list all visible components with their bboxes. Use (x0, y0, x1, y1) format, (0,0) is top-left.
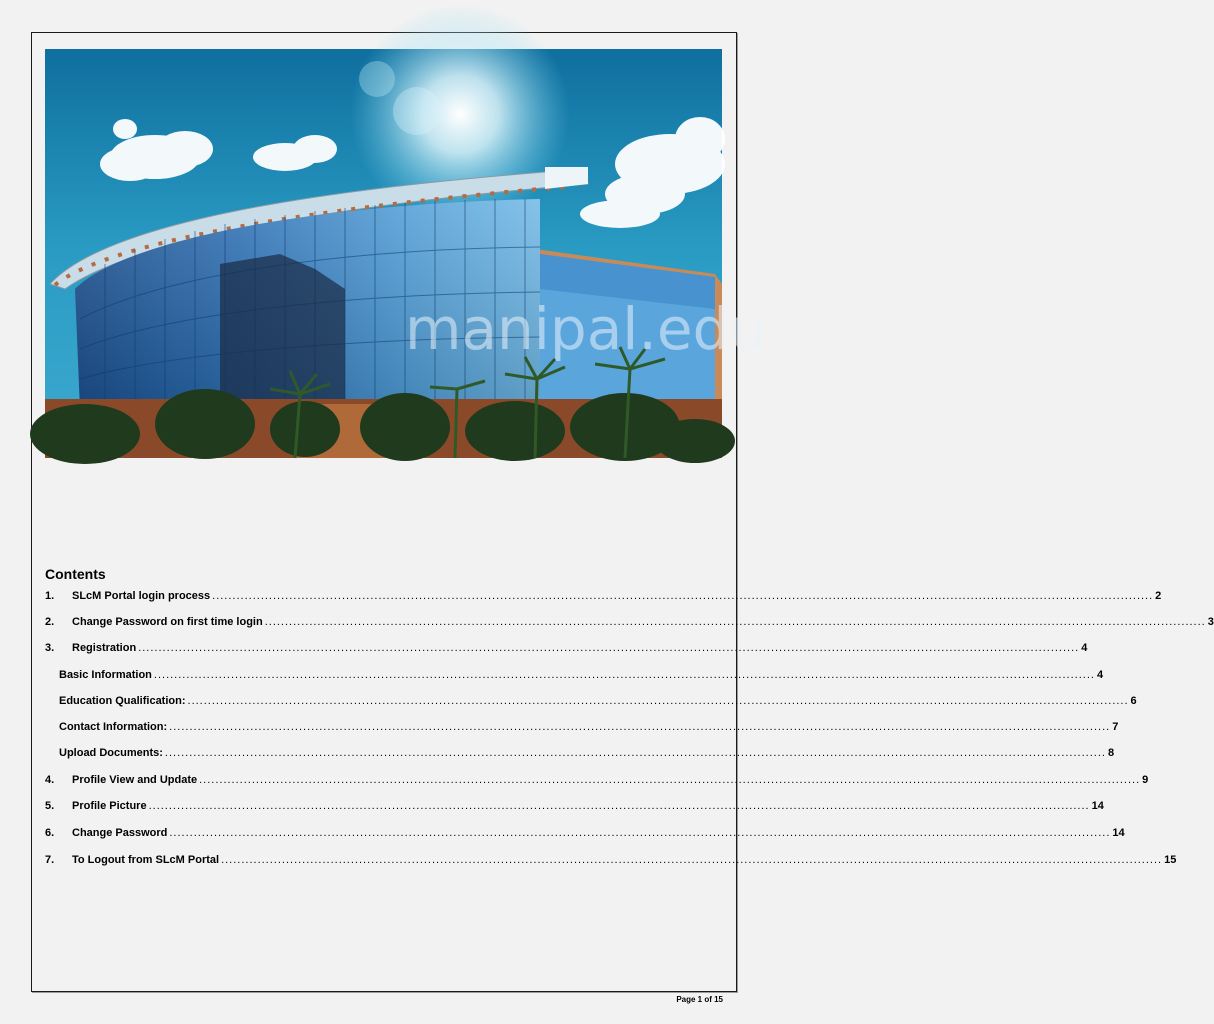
toc-dot-leader (169, 827, 1110, 839)
toc-entry-page: 15 (1164, 854, 1177, 866)
toc-subentry[interactable] (45, 721, 1119, 741)
toc-entry-page: 4 (1096, 669, 1104, 681)
toc-entry-page: 3 (1207, 616, 1214, 628)
toc-dot-leader (188, 695, 1129, 707)
toc-entry-page: 14 (1112, 827, 1125, 839)
toc-subentry[interactable] (45, 695, 1137, 715)
toc-dot-leader (138, 642, 1079, 654)
toc-entry-page: 4 (1081, 642, 1088, 654)
toc-entry-page: 9 (1142, 774, 1149, 786)
toc-dot-leader (154, 669, 1095, 681)
toc-entry-number: 5. (45, 800, 55, 812)
cover-photo (45, 49, 767, 458)
toc-entry-title: Contact Information: (59, 721, 168, 733)
toc-entry-title: SLcM Portal login process (72, 590, 211, 602)
toc-dot-leader (199, 774, 1140, 786)
toc-entry-title: Change Password (72, 827, 168, 839)
toc-entry-title: Change Password on first time login (72, 616, 263, 628)
toc-entry-page: 7 (1112, 721, 1119, 733)
toc-subentry[interactable] (45, 669, 1104, 689)
toc-entry-title: Profile Picture (72, 800, 147, 812)
toc-entry-number: 1. (45, 590, 55, 602)
toc-dot-leader (169, 721, 1110, 733)
toc-entry[interactable] (45, 800, 1104, 820)
toc-entry-number: 4. (45, 774, 55, 786)
toc-dot-leader (165, 747, 1106, 759)
toc-entry-number: 2. (45, 616, 55, 628)
toc-entry-title: Profile View and Update (72, 774, 198, 786)
toc-entry[interactable] (45, 642, 1088, 662)
toc-entry[interactable] (45, 590, 1162, 610)
toc-entry-number: 3. (45, 642, 55, 654)
building-sign: manipal.edu (405, 295, 767, 363)
toc-entry-title: Basic Information (59, 669, 152, 681)
toc-entry-number: 6. (45, 827, 55, 839)
toc-entry[interactable] (45, 774, 1149, 794)
toc-dot-leader (212, 590, 1153, 602)
toc-entry-title: Education Qualification: (59, 695, 186, 707)
toc-dot-leader (221, 854, 1162, 866)
toc-entry-page: 6 (1130, 695, 1137, 707)
toc-entry[interactable] (45, 616, 1214, 636)
toc-entry-title: To Logout from SLcM Portal (72, 854, 220, 866)
toc-entry[interactable] (45, 827, 1125, 847)
toc-entry-title: Upload Documents: (59, 747, 163, 759)
toc-subentry[interactable] (45, 747, 1115, 767)
toc-dot-leader (149, 800, 1090, 812)
toc-entry-number: 7. (45, 854, 55, 866)
toc-entry-page: 8 (1107, 747, 1115, 759)
toc-entry-page: 14 (1091, 800, 1104, 812)
toc-heading: Contents (45, 566, 106, 582)
page-number-footer: Page 1 of 15 (676, 995, 723, 1004)
toc-entry[interactable] (45, 854, 1177, 874)
toc-dot-leader (265, 616, 1206, 628)
toc-entry-page: 2 (1155, 590, 1162, 602)
toc-entry-title: Registration (72, 642, 137, 654)
